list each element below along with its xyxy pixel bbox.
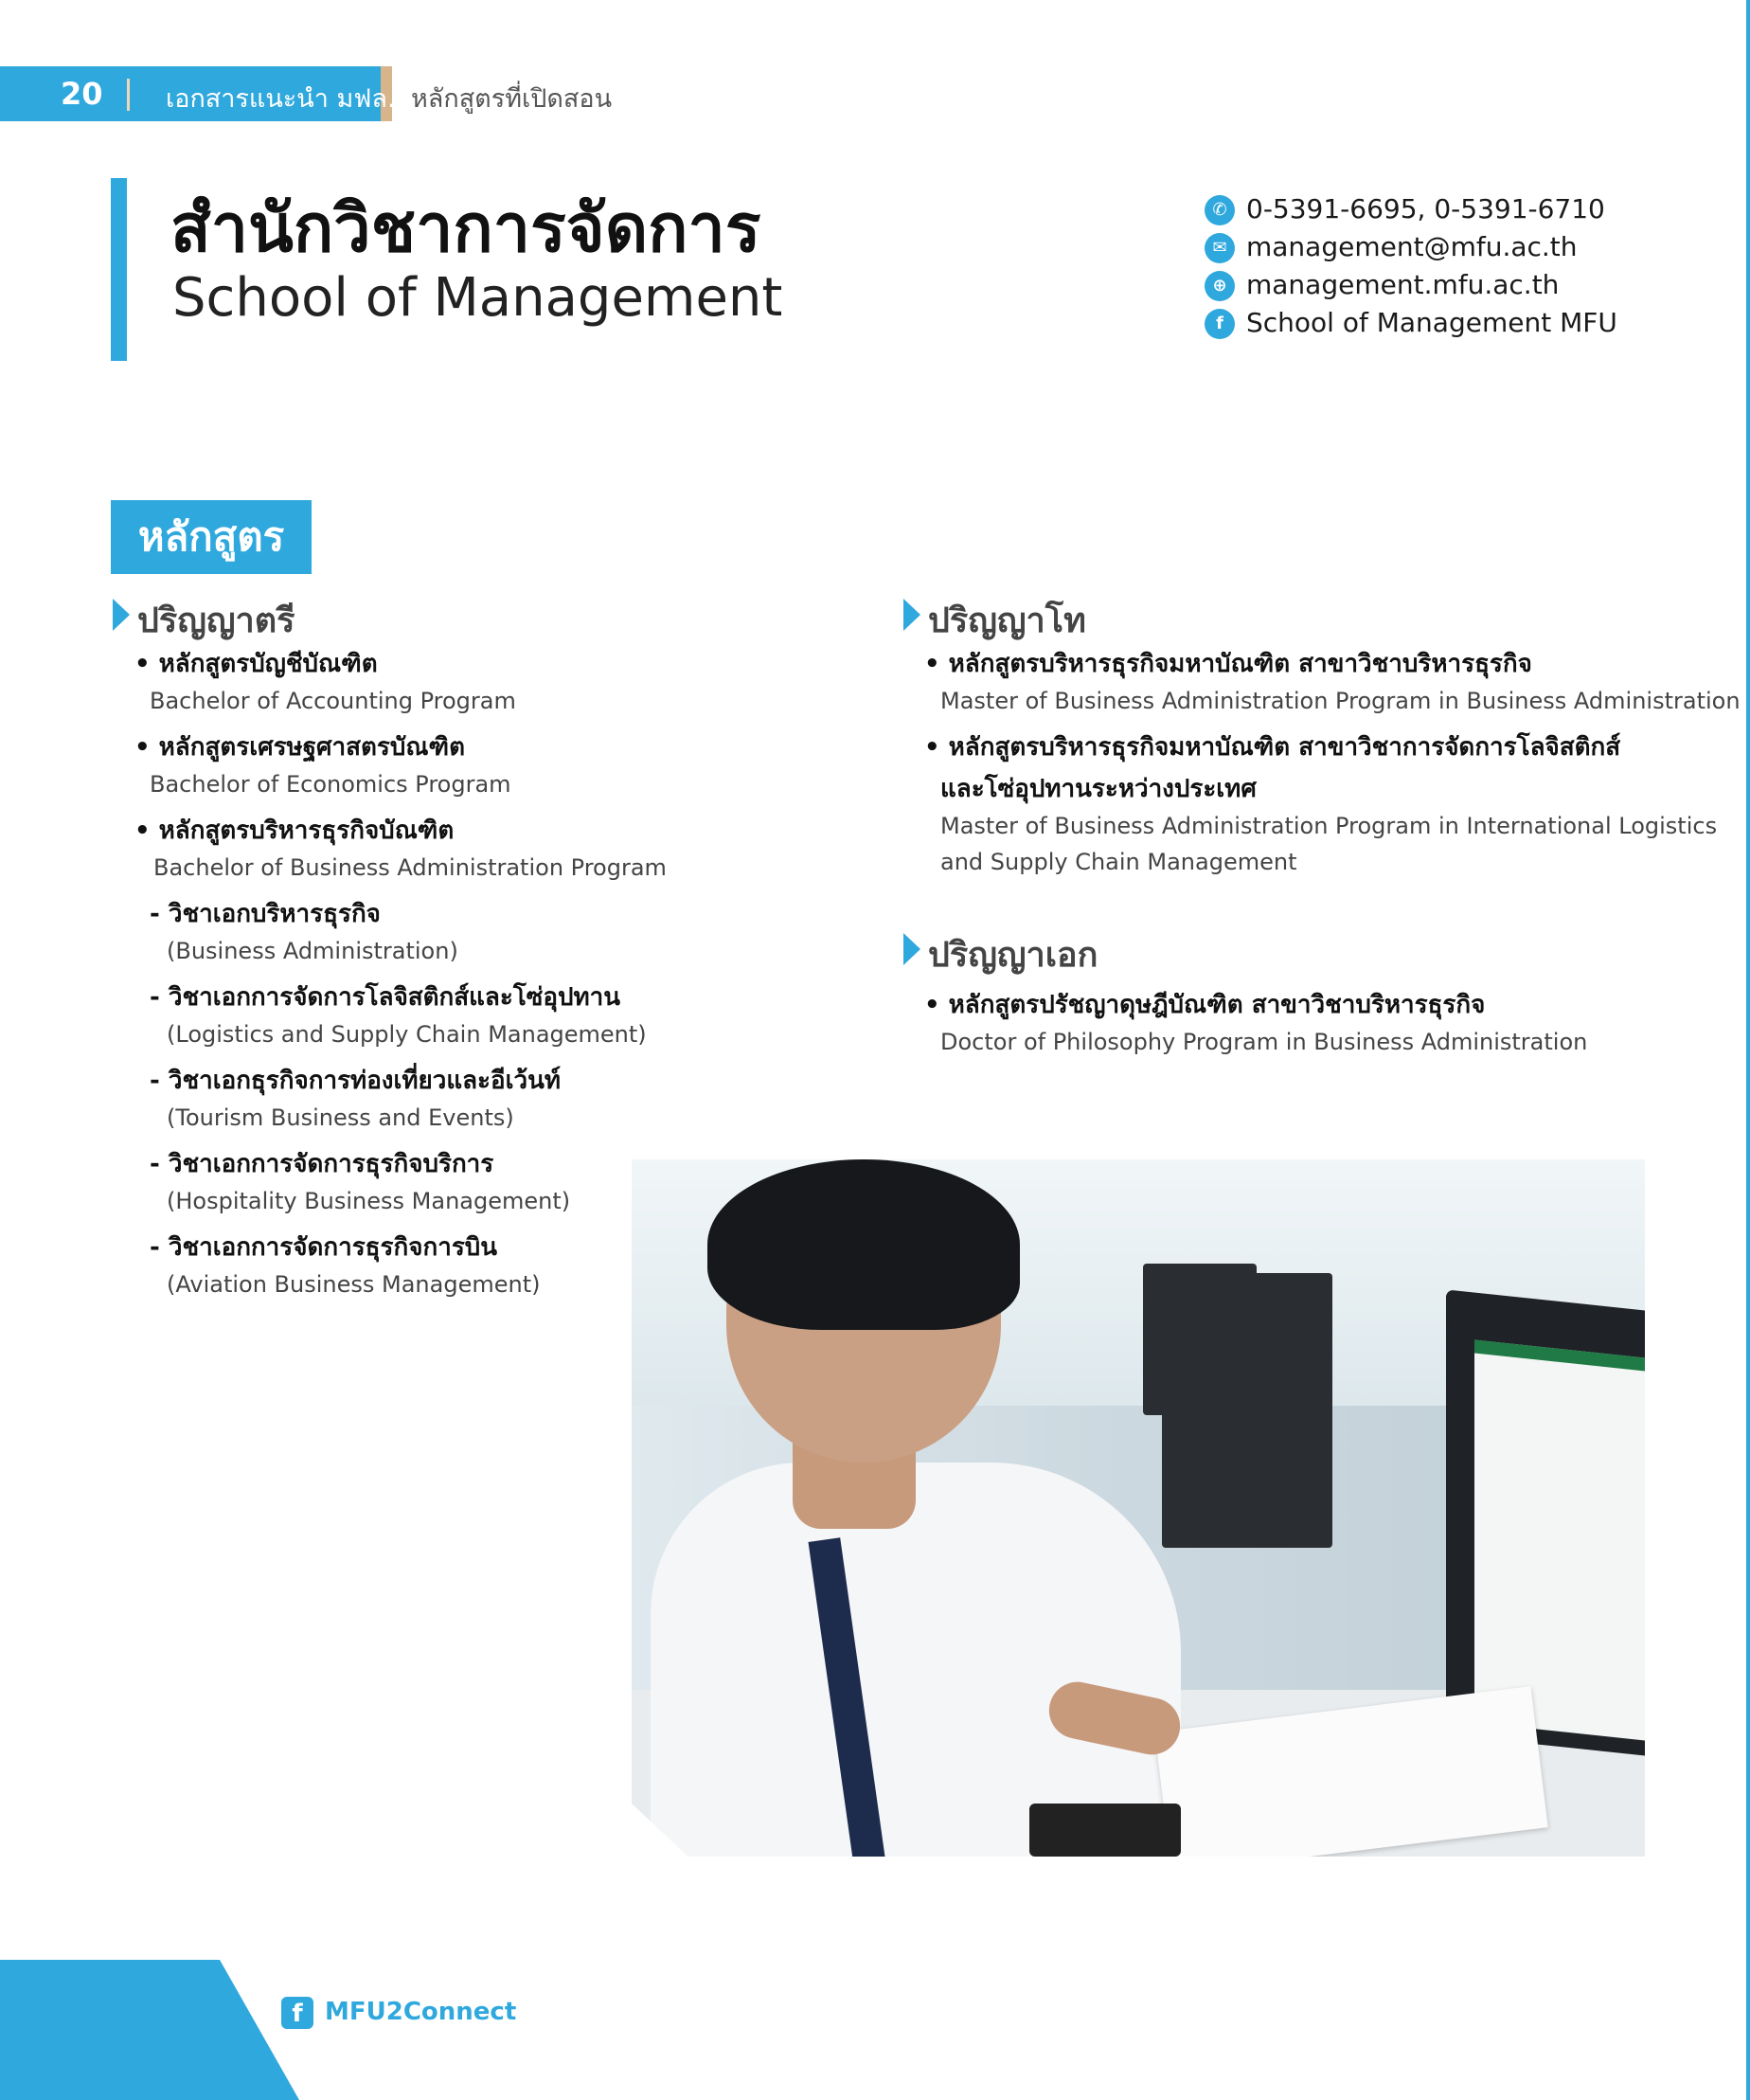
major-th: - วิชาเอกการจัดการธุรกิจการบิน: [150, 1233, 498, 1262]
header-separator: [127, 79, 130, 111]
major-th: - วิชาเอกบริหารธุรกิจ: [150, 900, 381, 928]
master-program-th: • หลักสูตรบริหารธุรกิจมหาบัณฑิต สาขาวิชาบริหารธุรกิจ: [924, 650, 1532, 678]
master-program-en: Master of Business Administration Program in Business Administration: [940, 688, 1741, 714]
page-number: 20: [61, 76, 103, 112]
master-program-th: • หลักสูตรบริหารธุรกิจมหาบัณฑิต สาขาวิชาการจัดการโลจิสติกส์: [924, 733, 1621, 762]
photo-pc-tower: [1162, 1273, 1332, 1548]
major-en: (Hospitality Business Management): [167, 1188, 571, 1214]
facebook-link[interactable]: School of Management MFU: [1246, 307, 1617, 338]
major-th: - วิชาเอกการจัดการธุรกิจบริการ: [150, 1150, 494, 1178]
bachelor-heading-arrow-icon: [113, 599, 130, 631]
website-link[interactable]: management.mfu.ac.th: [1246, 269, 1560, 300]
photo-student-shirt: [651, 1463, 1181, 1857]
bachelor-program-th: • หลักสูตรบัญชีบัณฑิต: [134, 650, 378, 678]
major-en: (Business Administration): [167, 938, 458, 964]
master-program-th-line2: และโซ่อุปทานระหว่างประเทศ: [940, 775, 1257, 803]
master-heading-arrow-icon: [903, 599, 920, 631]
title-accent-bar: [111, 178, 127, 361]
bachelor-program-th: • หลักสูตรเศรษฐศาสตรบัณฑิต: [134, 733, 465, 762]
page-title-thai: สำนักวิชาการจัดการ: [170, 189, 761, 267]
master-heading: ปริญญาโท: [928, 601, 1086, 640]
doctoral-heading: ปริญญาเอก: [928, 936, 1098, 975]
photo-keyboard: [1029, 1804, 1181, 1857]
student-photo: [632, 1159, 1645, 1857]
photo-student-hair: [707, 1159, 1020, 1330]
facebook-icon: f: [1205, 309, 1235, 339]
major-en: (Tourism Business and Events): [167, 1104, 514, 1131]
major-th: - วิชาเอกธุรกิจการท่องเที่ยวและอีเว้นท์: [150, 1067, 562, 1095]
major-en: (Aviation Business Management): [167, 1271, 541, 1298]
doctoral-program-en: Doctor of Philosophy Program in Business Administration: [940, 1029, 1588, 1055]
master-program-en: Master of Business Administration Program in International Logistics: [940, 813, 1718, 839]
bachelor-program-en: Bachelor of Business Administration Program: [153, 854, 667, 881]
facebook-icon: f: [281, 1997, 313, 2029]
page-edge-stripe: [1746, 0, 1750, 2100]
curriculum-label: หลักสูตร: [111, 500, 312, 574]
footer-social-link[interactable]: MFU2Connect: [325, 1998, 517, 2026]
page-title-english: School of Management: [172, 267, 783, 329]
phone-text: 0-5391-6695, 0-5391-6710: [1246, 193, 1605, 224]
major-en: (Logistics and Supply Chain Management): [167, 1021, 647, 1048]
email-link[interactable]: management@mfu.ac.th: [1246, 231, 1578, 262]
bachelor-program-en: Bachelor of Accounting Program: [150, 688, 516, 714]
master-program-en-line2: and Supply Chain Management: [940, 849, 1297, 875]
globe-icon: ⊕: [1205, 271, 1235, 301]
bachelor-heading: ปริญญาตรี: [137, 601, 295, 640]
mail-icon: ✉: [1205, 233, 1235, 263]
header-doc-name: เอกสารแนะนำ มฟล.: [166, 84, 396, 114]
photo-spreadsheet-screen: [1474, 1340, 1645, 1741]
footer-accent-shape: [0, 1960, 299, 2100]
header-section: หลักสูตรที่เปิดสอน: [411, 84, 613, 114]
phone-icon: ✆: [1205, 195, 1235, 225]
major-th: - วิชาเอกการจัดการโลจิสติกส์และโซ่อุปทาน: [150, 983, 621, 1012]
bachelor-program-th: • หลักสูตรบริหารธุรกิจบัณฑิต: [134, 817, 455, 845]
bachelor-program-en: Bachelor of Economics Program: [150, 771, 511, 798]
doctoral-program-th: • หลักสูตรปรัชญาดุษฎีบัณฑิต สาขาวิชาบริหารธุรกิจ: [924, 991, 1486, 1019]
doctoral-heading-arrow-icon: [903, 933, 920, 965]
